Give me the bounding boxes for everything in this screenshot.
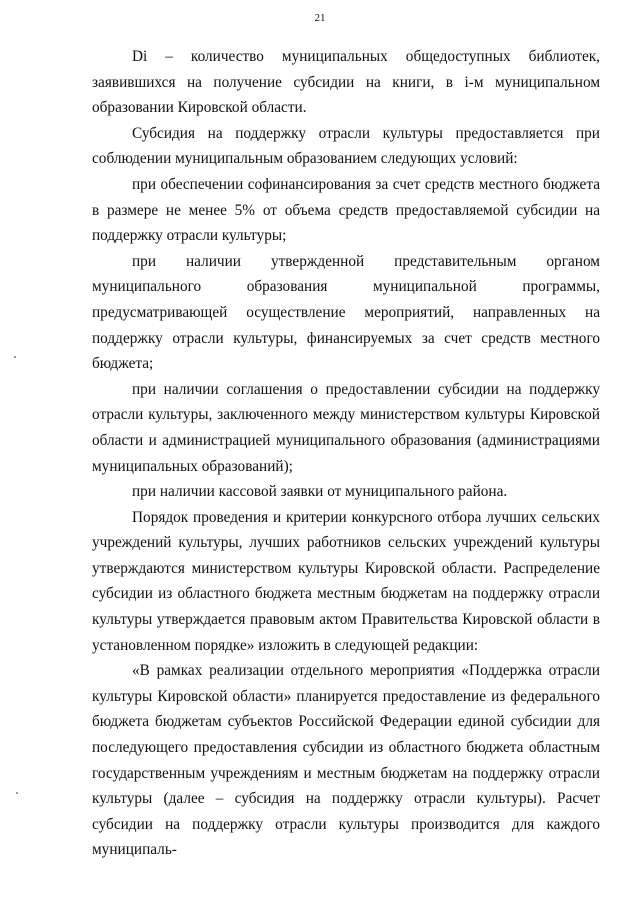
paragraph-selection-procedure: Порядок проведения и критерии конкурсного отбора лучших сельских учреждений культуры, лучших работников сельских учреждений культуры утверждаются министерством культуры Кировской области. Распределение субсидии из областного бюджета местным бюджетам на поддержку отрасли культуры утверждается правовым актом Правительства Кировской области в установленном порядке» изложить в следующей редакции: xyxy=(92,508,600,654)
paragraph-subsidy-conditions: Субсидия на поддержку отрасли культуры предоставляется при соблюдении муниципальным образованием следующих условий: xyxy=(92,124,600,168)
paragraph-condition-program: при наличии утвержденной представительным органом муниципального образования муниципальной программы, предусматривающей осуществление мероприятий, направленных на поддержку отрасли культуры, финансируемых за счет средств местного бюджета; xyxy=(92,252,600,373)
paragraph-condition-agreement: при наличии соглашения о предоставлении субсидии на поддержку отрасли культуры, заключенного между министерством культуры Кировской области и администрацией муниципального образования (администрациями муниципальных образований); xyxy=(92,380,600,475)
page-number: 21 xyxy=(314,12,326,24)
paragraph-condition-cofinancing: при обеспечении софинансирования за счет средств местного бюджета в размере не менее 5% от объема средств предоставляемой субсидии на поддержку отрасли культуры; xyxy=(92,175,600,245)
body-text xyxy=(92,44,600,863)
scan-speck xyxy=(14,356,16,358)
paragraph-new-wording: «В рамках реализации отдельного мероприятия «Поддержка отрасли культуры Кировской области» планируется предоставление из федерального бюджета бюджетам субъектов Российской Федерации единой субсидии для последующего предоставления субсидии из областного бюджета областным государственным учреждениям и местным бюджетам на поддержку отрасли культуры (далее – субсидия на поддержку отрасли культуры). Расчет субсидии на поддержку отрасли культуры производится для каждого муниципаль- xyxy=(92,662,600,859)
paragraph-condition-cash-request: при наличии кассовой заявки от муниципального района. xyxy=(132,483,508,501)
scan-speck xyxy=(16,792,18,794)
paragraph-di-definition: Di – количество муниципальных общедоступных библиотек, заявившихся на получение субсидии на книги, в i-м муниципальном образовании Кировской области. xyxy=(92,48,600,117)
